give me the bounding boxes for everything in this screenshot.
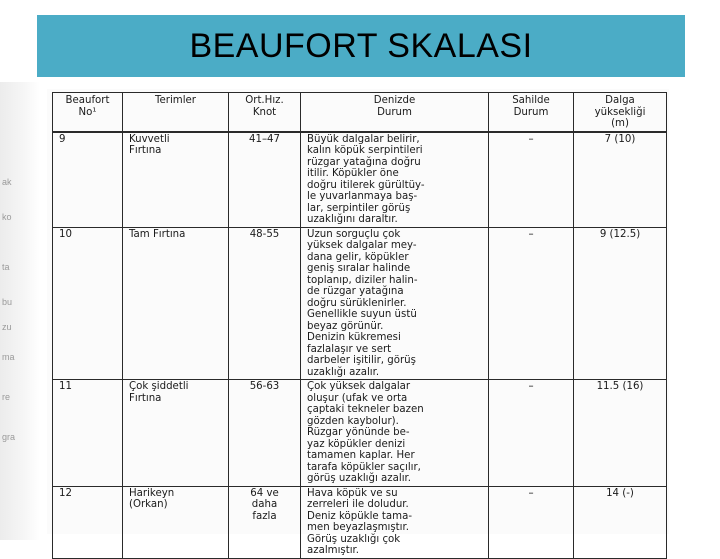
col-header-shore-state: Sahilde Durum [489, 93, 574, 132]
title-bar [37, 15, 685, 77]
table-header-row [53, 93, 667, 132]
col-header-beaufort-no: Beaufort No¹ [53, 93, 123, 132]
bleed-text: gra [2, 432, 16, 442]
cell-beaufort-no: 12 [53, 486, 123, 558]
col-header-speed: Ort.Hız. Knot [229, 93, 301, 132]
cell-term: Tam Fırtına [123, 227, 229, 380]
table-row [53, 380, 667, 487]
cell-speed: 56-63 [229, 380, 301, 487]
cell-shore-state: – [489, 380, 574, 487]
cell-term: Kuvvetli Fırtına [123, 132, 229, 228]
bleed-text: bu [2, 297, 13, 307]
cell-speed: 41–47 [229, 132, 301, 228]
cell-beaufort-no: 9 [53, 132, 123, 228]
cell-speed: 64 ve daha fazla [229, 486, 301, 558]
bleed-text: ak [2, 177, 12, 187]
cell-term: Harikeyn (Orkan) [123, 486, 229, 558]
cell-wave-height: 9 (12.5) [574, 227, 667, 380]
cell-term: Çok şiddetli Fırtına [123, 380, 229, 487]
table-row [53, 486, 667, 558]
cell-wave-height: 14 (-) [574, 486, 667, 558]
bleed-text: re [2, 392, 11, 402]
cell-sea-state: Uzun sorguçlu çok yüksek dalgalar mey- dana gelir, köpükler geniş sıralar halinde toplanıp, diziler halin- de rüzgar yatağına doğru sürüklenirler. Genellikle suyun üstü beyaz görünür. Denizin kükremesi fazlalaşır ve sert darbeler işitilir, görüş uzaklığı azalır. [301, 227, 489, 380]
col-header-sea-state: Denizde Durum [301, 93, 489, 132]
bleed-text: zu [2, 322, 12, 332]
cell-speed: 48-55 [229, 227, 301, 380]
cell-sea-state: Çok yüksek dalgalar oluşur (ufak ve orta çaptaki tekneler bazen gözden kaybolur). Rüzgar yönünde be- yaz köpükler denizi tamamen kaplar. Her tarafa köpükler saçılır, görüş uzaklığı azalır. [301, 380, 489, 487]
cell-sea-state: Büyük dalgalar belirir, kalın köpük serpintileri rüzgar yatağına doğru itilir. Köpükler öne doğru itilerek gürültüy- le yuvarlanmaya baş- lar, serpintiler görüş uzaklığını daraltır. [301, 132, 489, 228]
col-header-wave-height: Dalga yüksekliği (m) [574, 93, 667, 132]
cell-sea-state: Hava köpük ve su zerreleri ile doludur. Deniz köpükle tama- men beyazlaşmıştır. Görüş uzaklığı çok azalmıştır. [301, 486, 489, 558]
bleed-text: ma [2, 352, 15, 362]
cell-beaufort-no: 10 [53, 227, 123, 380]
cell-shore-state: – [489, 132, 574, 228]
cell-wave-height: 7 (10) [574, 132, 667, 228]
slide-title: BEAUFORT SKALASI [189, 26, 533, 65]
table-row [53, 227, 667, 380]
col-header-terms: Terimler [123, 93, 229, 132]
beaufort-table [52, 92, 667, 559]
bleed-text: ko [2, 212, 12, 222]
table-row [53, 132, 667, 228]
cell-shore-state: – [489, 486, 574, 558]
cell-shore-state: – [489, 227, 574, 380]
cell-wave-height: 11.5 (16) [574, 380, 667, 487]
bleed-text: ta [2, 262, 10, 272]
scan-bleed-margin [0, 82, 40, 540]
cell-beaufort-no: 11 [53, 380, 123, 487]
